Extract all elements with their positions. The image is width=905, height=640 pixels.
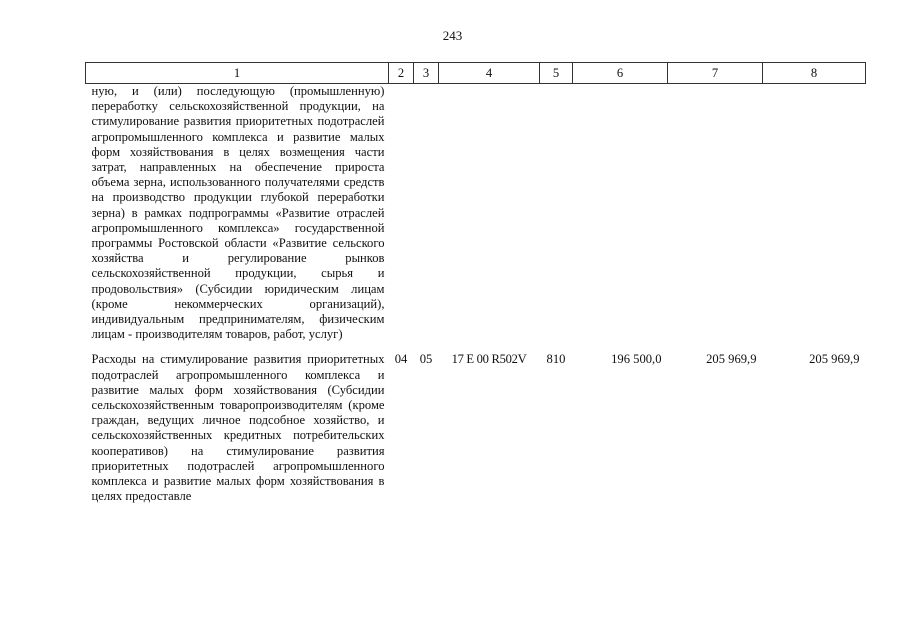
row-target-code: 17 Е 00 R502V <box>451 352 527 367</box>
header-col-6: 6 <box>573 63 668 84</box>
header-col-4: 4 <box>439 63 540 84</box>
header-row <box>86 63 866 84</box>
table-header <box>86 63 866 84</box>
row-amount-year-1: 196 500,0 <box>611 352 662 367</box>
header-col-1: 1 <box>86 63 389 84</box>
row-subsection-code <box>414 84 439 343</box>
budget-table <box>85 62 866 504</box>
table-row <box>86 84 866 343</box>
row-section-code: 04 <box>394 352 408 367</box>
page-number: 243 <box>442 28 463 43</box>
row-subsection-code: 05 <box>419 352 433 367</box>
row-description: Расходы на стимулирование развития приоритетных подотраслей агропромышленного комплекса и развитие малых форм хозяйствования (Субсидии сельскохозяйственным товаропроизводителям (кроме граждан, ведущих личное подсобное хозяйство, и сельскохозяйственных кредитных потребительских кооперативов) на стимулирование развития приоритетных подотраслей агропромышленного комплекса и развитие малых форм хозяйствования в целях предоставле <box>91 352 385 504</box>
row-description: ную, и (или) последующую (промышленную) переработку сельскохозяйственной продукции, на стимулирование развития приоритетных подотраслей агропромышленного комплекса и развитие малых форм хозяйствования в целях возмещения части затрат, направленных на обеспечение прироста объема зерна, использованного получателями средств на производство продукции глубокой переработки зерна) в рамках подпрограммы «Развитие отраслей агропромышленного комплекса» государственной программы Ростовской области «Развитие сельского хозяйства и регулирование рынков сельскохозяйственной продукции, сырья и продовольствия» (Субсидии юридическим лицам (кроме некоммерческих организаций), индивидуальным предпринимателям, физическим лицам - производителям товаров, работ, услуг) <box>91 84 385 342</box>
row-amount-year-3 <box>763 84 866 343</box>
table-row <box>86 342 866 504</box>
header-col-7: 7 <box>668 63 763 84</box>
row-amount-year-3: 205 969,9 <box>809 352 860 367</box>
row-section-code <box>389 84 414 343</box>
header-col-5: 5 <box>540 63 573 84</box>
row-amount-year-1 <box>573 84 668 343</box>
row-expense-type: 810 <box>546 352 566 367</box>
row-amount-year-2 <box>668 84 763 343</box>
row-target-code <box>439 84 540 343</box>
row-expense-type <box>540 84 573 343</box>
header-col-2: 2 <box>389 63 414 84</box>
header-col-8: 8 <box>763 63 866 84</box>
header-col-3: 3 <box>414 63 439 84</box>
table-body <box>86 84 866 505</box>
row-amount-year-2: 205 969,9 <box>706 352 757 367</box>
